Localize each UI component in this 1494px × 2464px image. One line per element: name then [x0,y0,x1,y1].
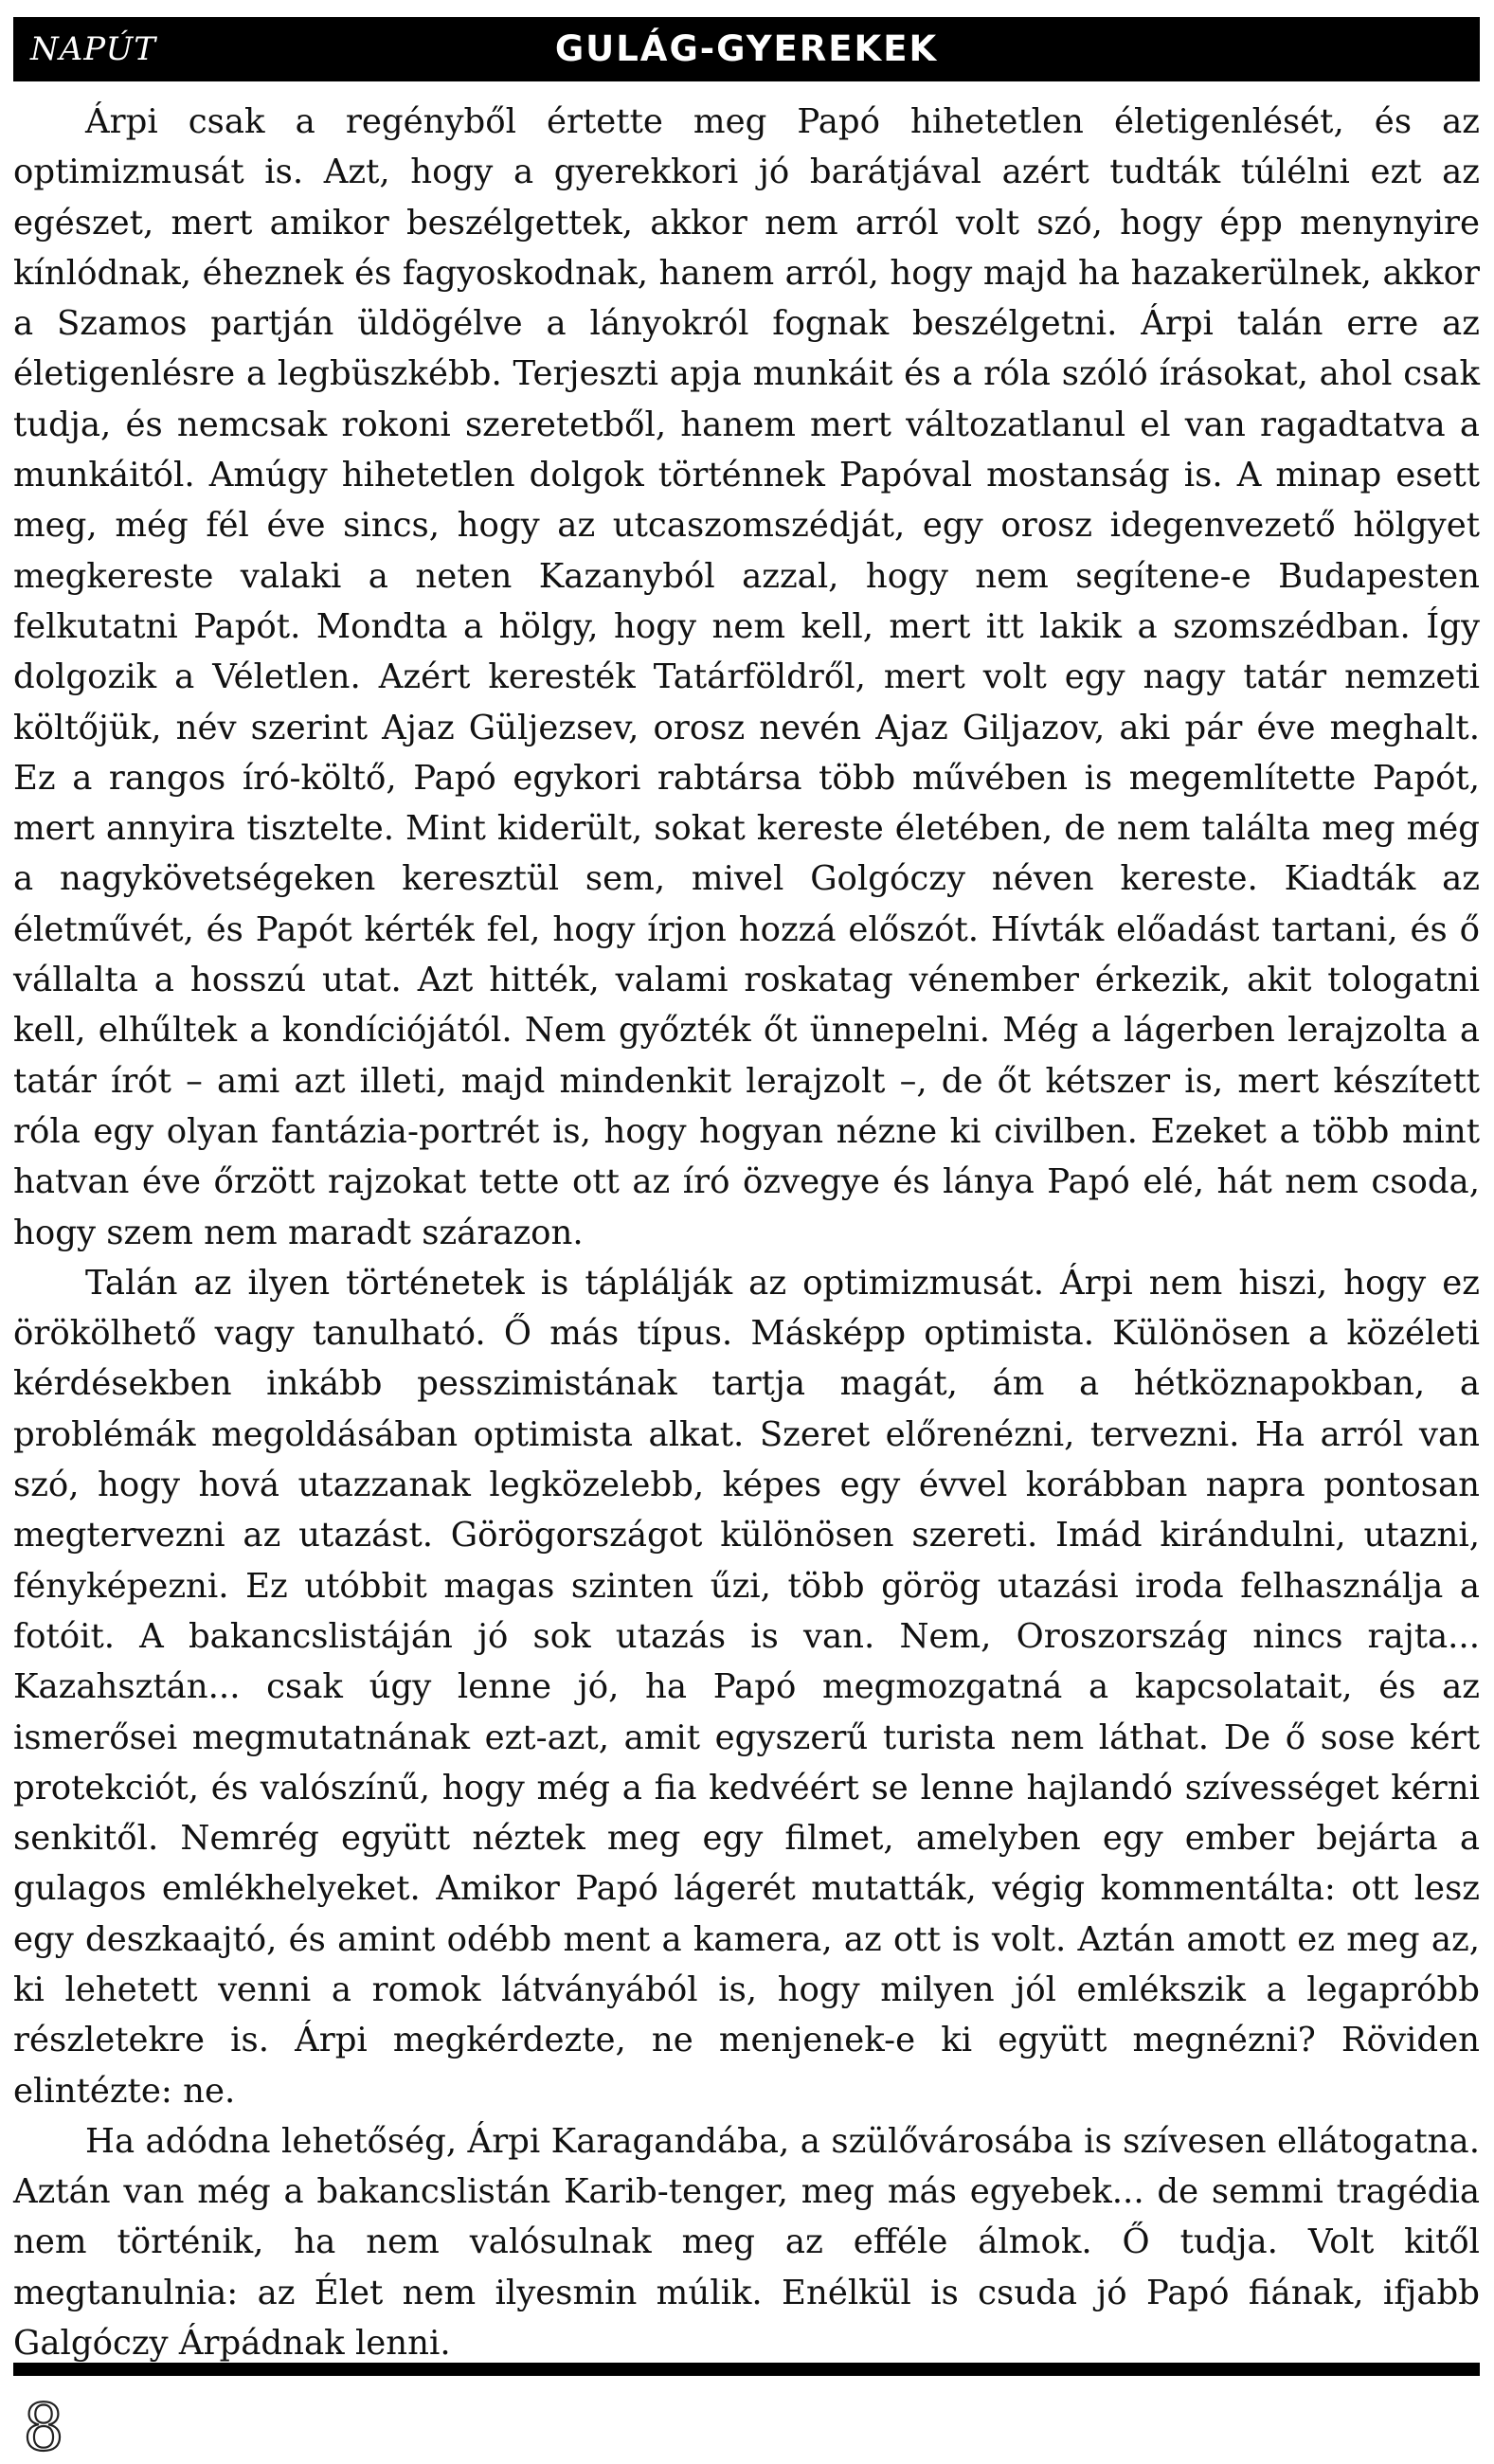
running-title: GULÁG-GYEREKEK [554,28,939,69]
paragraph-1: Árpi csak a regényből értette meg Papó hihetetlen életigenlését, és az optimizmusát is. Azt, hogy a gyerekkori jó barátjával azért tudták túlélni ezt az egészet, mert amikor beszélgettek, akkor nem arról volt szó, hogy épp menynyire kínlódnak, éheznek és fagyoskodnak, hanem arról, hogy majd ha hazakerülnek, akkor a Szamos partján üldögélve a lányokról fognak beszélgetni. Árpi talán erre az életigenlésre a legbüszkébb. Terjeszti apja munkáit és a róla szóló írásokat, ahol csak tudja, és nemcsak rokoni szeretetből, hanem mert változatlanul el van ragadtatva a munkáitól. Amúgy hihetetlen dolgok történnek Papóval mostanság is. A minap esett meg, még fél éve sincs, hogy az utcaszomszédját, egy orosz idegenvezető hölgyet megkereste valaki a neten Kazanyból azzal, hogy nem segítene-e Budapesten felkutatni Papót. Mondta a hölgy, hogy nem kell, mert itt lakik a szomszédban. Így dolgozik a Véletlen. Azért keresték Tatárföldről, mert volt egy nagy tatár nemzeti költőjük, név szerint Ajaz Güljezsev, orosz nevén Ajaz Giljazov, aki pár éve meghalt. Ez a rangos író-költő, Papó egykori rabtársa több művében is megemlítette Papót, mert annyira tisztelte. Mint kiderült, sokat kereste életében, de nem találta meg még a nagykövetségeken keresztül sem, mivel Golgóczy néven kereste. Kiadták az életművét, és Papót kérték fel, hogy írjon hozzá előszót. Hívták előadást tartani, és ő vállalta a hosszú utat. Azt hitték, valami roskatag vénember érkezik, akit tologatni kell, elhűltek a kondíciójától. Nem győzték őt ünnepelni. Még a lágerben lerajzolta a tatár írót – ami azt illeti, majd mindenkit lerajzolt –, de őt kétszer is, mert készített róla egy olyan fantázia-portrét is, hogy hogyan nézne ki civilben. Ezeket a több mint hatvan éve őrzött rajzokat tette ott az író özvegye és lánya Papó elé, hát nem csoda, hogy szem nem maradt szárazon. [13,102,1480,1252]
footer-rule [13,2363,1480,2376]
paragraph-2: Talán az ilyen történetek is táplálják az optimizmusát. Árpi nem hiszi, hogy ez örökölhető vagy tanulható. Ő más típus. Másképp optimista. Különösen a közéleti kérdésekben inkább pesszimistának tartja magát, ám a hétköznapokban, a problémák megoldásában optimista alkat. Szeret előrenézni, tervezni. Ha arról van szó, hogy hová utazzanak legközelebb, képes egy évvel korábban napra pontosan megtervezni az utazást. Görögországot különösen szereti. Imád kirándulni, utazni, fényképezni. Ez utóbbit magas szinten űzi, több görög utazási iroda felhasználja a fotóit. A bakancslistáján jó sok utazás is van. Nem, Oroszország nincs rajta... Kazahsztán... csak úgy lenne jó, ha Papó megmozgatná a kapcsolatait, és az ismerősei megmutatnának ezt-azt, amit egyszerű turista nem láthat. De ő sose kért protekciót, és valószínű, hogy még a fia kedvéért se lenne hajlandó szívességet kérni senkitől. Nemrég együtt néztek meg egy filmet, amelyben egy ember bejárta a gulagos emlékhelyeket. Amikor Papó lágerét mutatták, végig kommentálta: ott lesz egy deszkaajtó, és amint odébb ment a kamera, az ott is volt. Aztán amott ez meg az, ki lehetett venni a romok látványából is, hogy milyen jól emlékszik a legapróbb részletekre is. Árpi megkérdezte, ne menjenek-e ki együtt megnézni? Röviden elintézte: ne. [13,1263,1480,2111]
paragraph-3: Ha adódna lehetőség, Árpi Karagandába, a szülővárosába is szívesen ellátogatna. Aztán van még a bakancslistán Karib-tenger, meg más egyebek... de semmi tragédia nem történik, ha nem valósulnak meg az efféle álmok. Ő tudja. Volt kitől megtanulnia: az Élet nem ilyesmin múlik. Enélkül is csuda jó Papó fiának, ifjabb Galgóczy Árpádnak lenni. [13,2121,1480,2364]
page-number-text: 8 [23,2395,64,2457]
magazine-logo: NAPÚT [30,30,156,68]
running-header [13,17,1480,81]
page-number [15,2395,72,2457]
article-body [13,97,1480,2368]
